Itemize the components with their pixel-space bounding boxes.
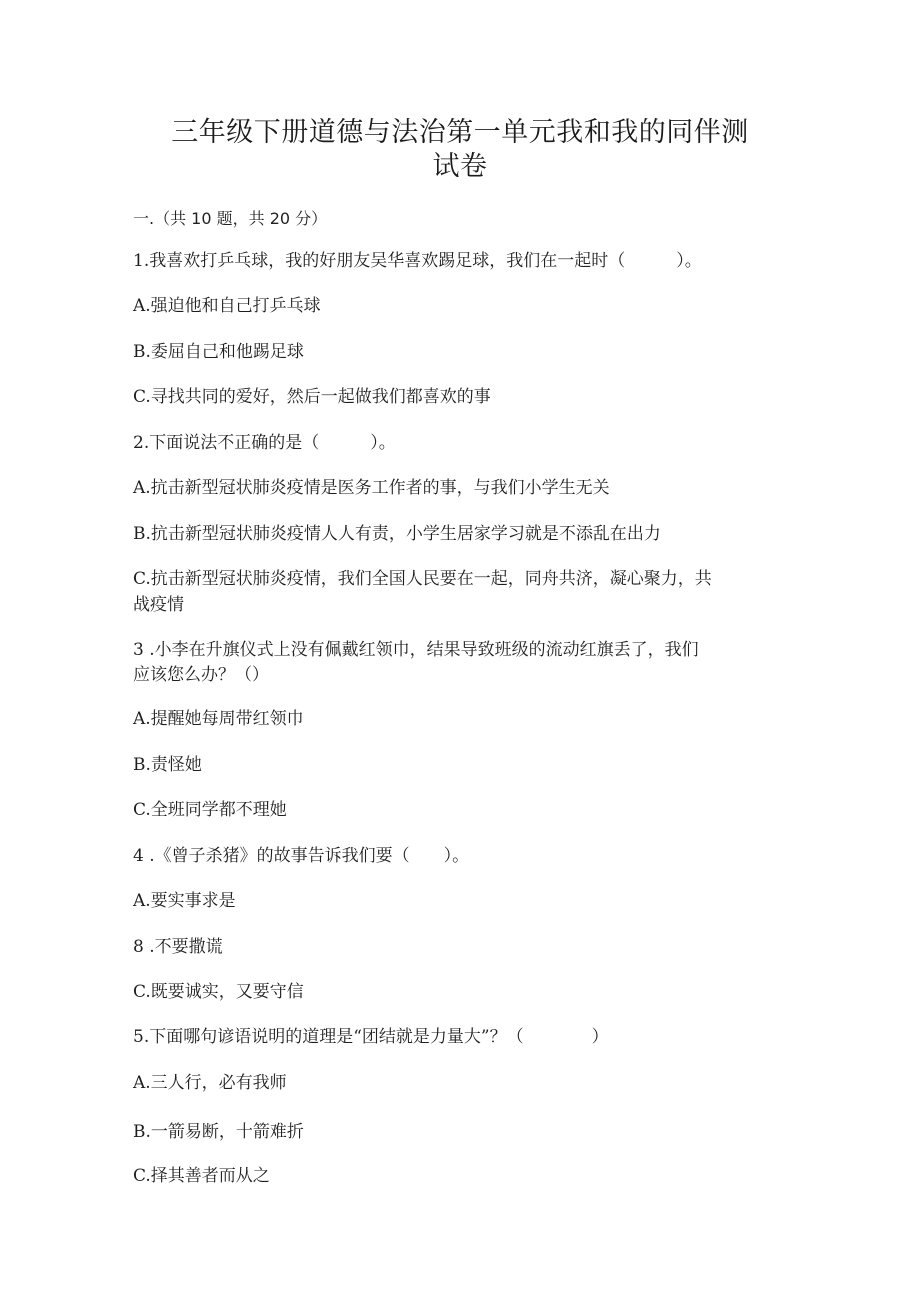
- option-5b: B.一箭易断，十箭难折: [133, 1122, 304, 1142]
- option-3c: C.全班同学都不理她: [133, 800, 287, 820]
- option-4a: A.要实事求是: [133, 891, 236, 911]
- question-4: 4 .《曾子杀猪》的故事告诉我们要（ ）。: [133, 846, 470, 866]
- question-2: 2.下面说法不正确的是（ ）。: [133, 433, 396, 453]
- option-4b: 8 .不要撒谎: [133, 937, 223, 957]
- option-1c: C.寻找共同的爱好，然后一起做我们都喜欢的事: [133, 387, 491, 407]
- option-2a: A.抗击新型冠状肺炎疫情是医务工作者的事，与我们小学生无关: [133, 478, 610, 498]
- option-2c-line-1: C.抗击新型冠状肺炎疫情，我们全国人民要在一起，同舟共济，凝心聚力，共: [133, 569, 712, 589]
- option-3b: B.责怪她: [133, 755, 202, 775]
- question-3-line-1: 3 .小李在升旗仪式上没有佩戴红领巾，结果导致班级的流动红旗丢了，我们: [133, 640, 699, 660]
- exam-title-line-2: 试卷: [432, 151, 488, 182]
- option-2c-line-2: 战疫情: [133, 595, 184, 615]
- option-1a: A.强迫他和自己打乒乓球: [133, 296, 321, 316]
- option-1b: B.委屈自己和他踢足球: [133, 342, 304, 362]
- exam-title-line-1: 三年级下册道德与法治第一单元我和我的同伴测: [171, 117, 749, 148]
- option-5c: C.择其善者而从之: [133, 1166, 270, 1186]
- section-header: 一.（共 10 题，共 20 分）: [133, 209, 328, 228]
- question-1: 1.我喜欢打乒乓球，我的好朋友吴华喜欢踢足球，我们在一起时（ ）。: [133, 251, 702, 271]
- option-3a: A.提醒她每周带红领巾: [133, 709, 304, 729]
- option-2b: B.抗击新型冠状肺炎疫情人人有责，小学生居家学习就是不添乱在出力: [133, 524, 661, 544]
- question-5: 5.下面哪句谚语说明的道理是“团结就是力量大”？（ ）: [133, 1027, 609, 1047]
- question-3-line-2: 应该您么办？（）: [133, 665, 269, 685]
- option-5a: A.三人行，必有我师: [133, 1073, 287, 1093]
- option-4c: C.既要诚实，又要守信: [133, 982, 304, 1002]
